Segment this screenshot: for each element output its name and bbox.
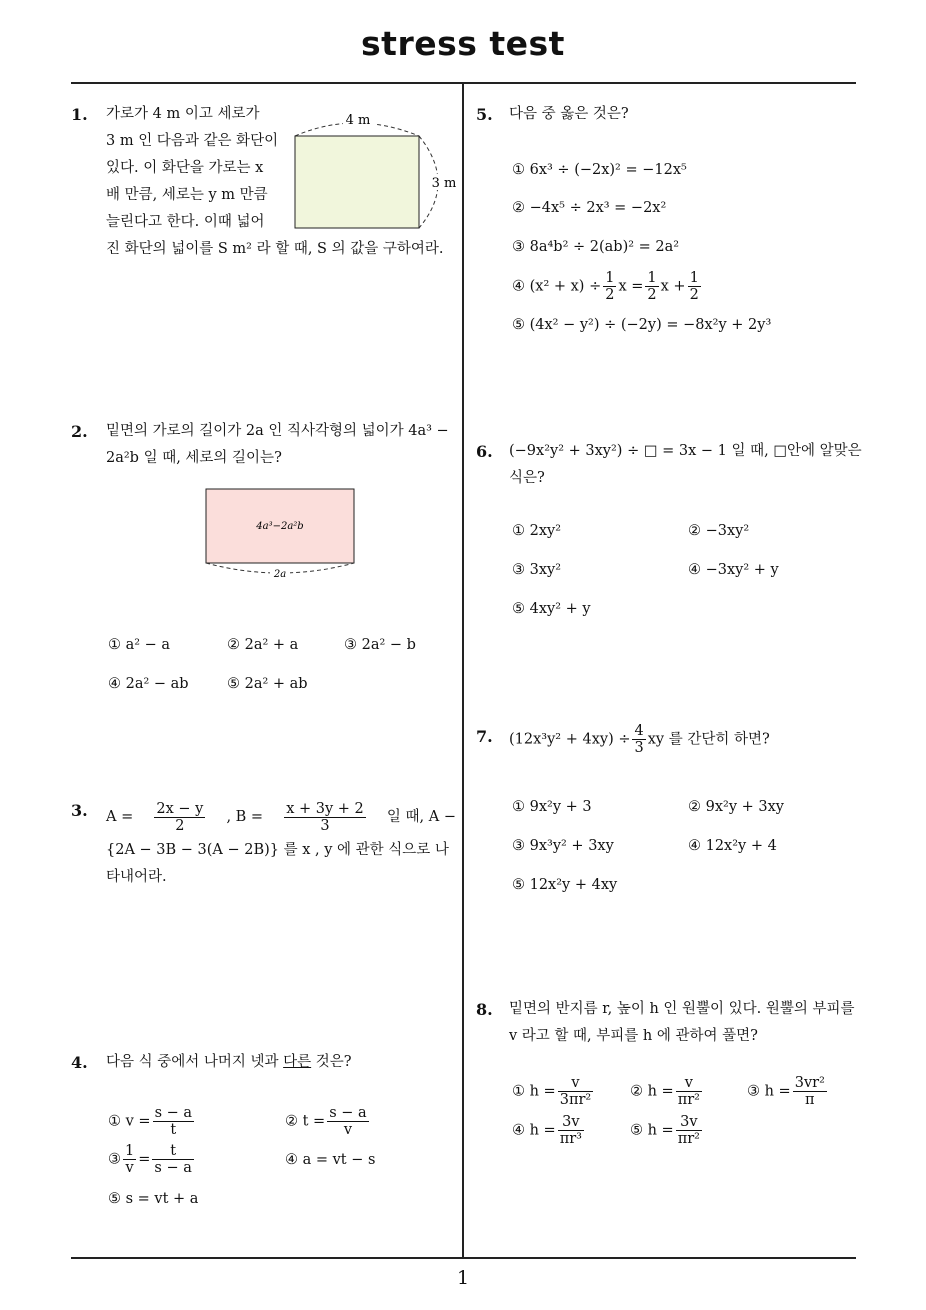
option-2[interactable]: ② 9x²y + 3xy — [688, 799, 784, 815]
question-3 — [71, 797, 456, 897]
height-label: 3 m — [431, 176, 457, 191]
question-text-line: 가로가 4 m 이고 세로가 — [106, 106, 260, 122]
fraction: $\frac{4}{3}$ — [634, 723, 644, 756]
question-number: 3. — [71, 801, 88, 820]
option-3[interactable]: ③ 9x³y² + 3xy — [512, 838, 614, 854]
option-5[interactable]: ⑤ 4xy² + y — [512, 601, 591, 617]
underlined-word: 다른 — [283, 1054, 312, 1070]
question-number: 8. — [476, 1000, 493, 1019]
question-text-line: 있다. 이 화단을 가로는 x — [106, 160, 264, 176]
page-number: 1 — [456, 1267, 470, 1289]
option-1[interactable]: ① a² − a — [108, 637, 171, 653]
option-2[interactable]: ② 2a² + a — [227, 637, 299, 653]
option-1[interactable]: ① v = $\frac{s - a}{t}$ — [108, 1105, 193, 1138]
fraction-a: $\frac{2x - y}{2}$ — [156, 800, 204, 834]
question-text-line: 2a²b 일 때, 세로의 길이는? — [106, 450, 282, 466]
question-text-line: 3 m 인 다음과 같은 화단이 — [106, 133, 279, 149]
question-text-line: 진 화단의 넓이를 S m² 라 할 때, S 의 값을 구하여라. — [106, 241, 444, 257]
option-4[interactable]: ④ 2a² − ab — [108, 676, 189, 692]
question-text-line: v 라고 할 때, 부피를 h 에 관하여 풀면? — [509, 1028, 758, 1044]
formula-a-lhs: A = — [106, 808, 134, 825]
option-4[interactable]: ④ −3xy² + y — [688, 562, 779, 578]
question-number: 7. — [476, 727, 493, 746]
bottom-rule — [71, 1257, 856, 1259]
question-text-tail: 것은? — [311, 1054, 352, 1070]
question-text: 다음 중 옳은 것은? — [509, 106, 629, 122]
option-3[interactable]: ③ h = $\frac{\text{3vr²}}{\pi}$ — [747, 1075, 825, 1108]
formula-tail: 일 때, A − — [386, 808, 456, 825]
question-text-line: (−9x²y² + 3xy²) ÷ □ = 3x − 1 일 때, □안에 알맞은 — [509, 443, 862, 459]
question-number: 4. — [71, 1053, 88, 1072]
option-3[interactable]: ③ 3xy² — [512, 562, 562, 578]
question-text-tail: xy 를 간단히 하면? — [647, 731, 770, 748]
option-1[interactable]: ① 6x³ ÷ (−2x)² = −12x⁵ — [512, 162, 687, 178]
question-text-line: 배 만큼, 세로는 y m 만큼 — [106, 187, 268, 203]
option-2[interactable]: ② h = $\frac{v}{\text{πr²}}$ — [630, 1075, 700, 1108]
option-3[interactable]: ③ $\frac{1}{v}$ = $\frac{t}{s - a}$ — [108, 1143, 192, 1176]
option-2[interactable]: ② −3xy² — [688, 523, 750, 539]
page-title: stress test — [361, 24, 565, 63]
option-5[interactable]: ⑤ 12x²y + 4xy — [512, 877, 618, 893]
question-text-line: {2A − 3B − 3(A − 2B)} 를 x , y 에 관한 식으로 나 — [106, 842, 449, 858]
question-text-line: 밑면의 가로의 길이가 2a 인 직사각형의 넓이가 4a³ − — [106, 423, 449, 439]
question-8 — [476, 996, 861, 1056]
option-5[interactable]: ⑤ (4x² − y²) ÷ (−2y) = −8x²y + 2y³ — [512, 317, 772, 333]
garden-figure — [285, 108, 460, 233]
option-1[interactable]: ① h = $\frac{v}{\text{3πr²}}$ — [512, 1075, 592, 1108]
area-label: 4a³−2a²b — [256, 521, 304, 532]
question-number: 2. — [71, 422, 88, 441]
base-label: 2a — [273, 569, 287, 580]
question-text-line: 늘린다고 한다. 이때 넓어 — [106, 214, 265, 230]
option-4[interactable]: ④ a = vt − s — [285, 1152, 376, 1168]
question-number: 1. — [71, 105, 88, 124]
option-5[interactable]: ⑤ h = $\frac{3v}{\text{πr²}}$ — [630, 1114, 700, 1147]
option-5[interactable]: ⑤ 2a² + ab — [227, 676, 308, 692]
option-2[interactable]: ② −4x⁵ ÷ 2x³ = −2x² — [512, 200, 667, 216]
question-2 — [71, 418, 456, 478]
option-3[interactable]: ③ 8a⁴b² ÷ 2(ab)² = 2a² — [512, 239, 680, 255]
question-6 — [476, 438, 861, 498]
option-1[interactable]: ① 9x²y + 3 — [512, 799, 592, 815]
option-5[interactable]: ⑤ s = vt + a — [108, 1191, 199, 1207]
option-4[interactable]: ④ 12x²y + 4 — [688, 838, 777, 854]
question-4 — [71, 1049, 456, 1079]
question-number: 5. — [476, 105, 493, 124]
width-label: 4 m — [345, 113, 371, 128]
question-7 — [476, 723, 861, 768]
question-text-line: 밑면의 반지름 r, 높이 h 인 원뿔이 있다. 원뿔의 부피를 — [509, 1001, 855, 1017]
garden-rect — [295, 136, 419, 228]
option-4[interactable]: ④ (x² + x) ÷ $\frac{1}{2}$ x = $\frac{1}{2}$ x + $\frac{1}{2}$ — [512, 270, 699, 303]
rectangle-figure — [200, 485, 360, 585]
question-number: 6. — [476, 442, 493, 461]
question-text-line: 타내어라. — [106, 869, 167, 885]
question-text-line: 식은? — [509, 470, 545, 486]
option-2[interactable]: ② t = $\frac{s - a}{v}$ — [285, 1105, 367, 1138]
question-5 — [476, 101, 861, 131]
formula-b-lhs: , B = — [226, 808, 264, 825]
option-4[interactable]: ④ h = $\frac{3v}{\text{πr³}}$ — [512, 1114, 582, 1147]
question-text: (12x³y² + 4xy) ÷ — [509, 731, 631, 748]
option-1[interactable]: ① 2xy² — [512, 523, 562, 539]
fraction-b: $\frac{x + 3y + 2}{3}$ — [286, 800, 364, 834]
option-3[interactable]: ③ 2a² − b — [344, 637, 416, 653]
column-divider — [462, 84, 464, 1257]
question-text: 다음 식 중에서 나머지 넷과 — [106, 1054, 284, 1070]
